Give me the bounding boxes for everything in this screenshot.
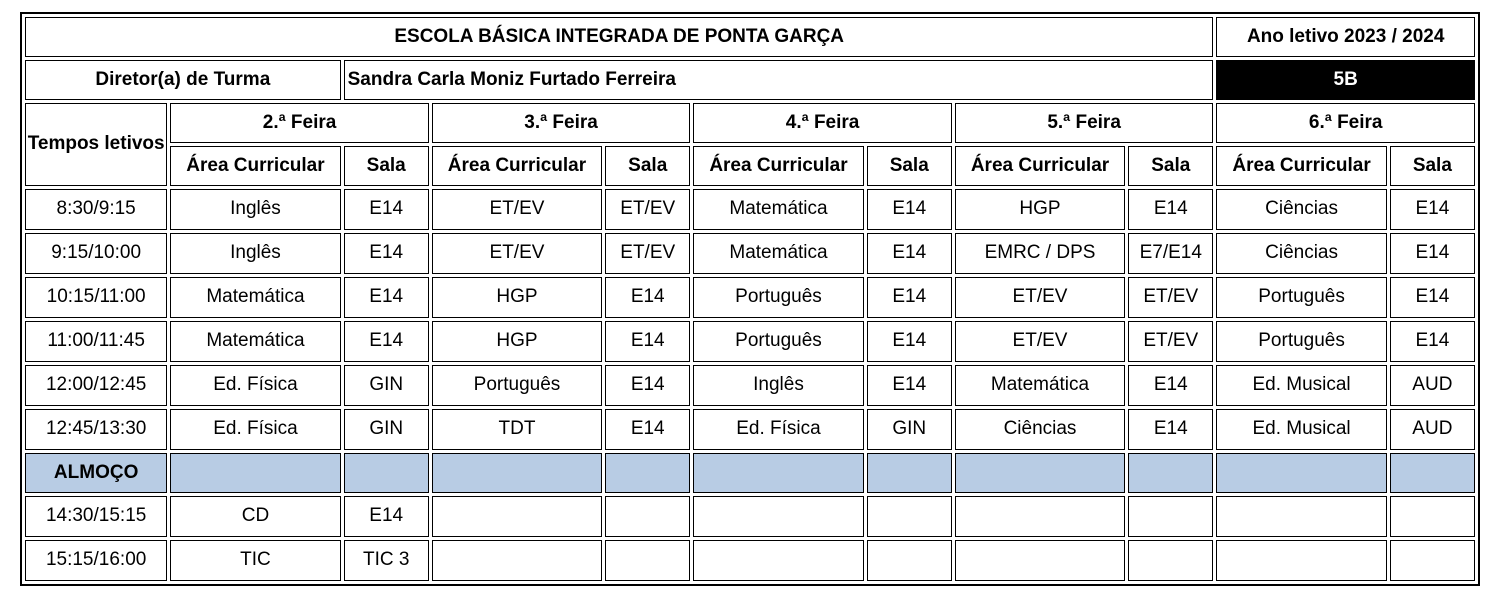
room-cell [1390,496,1475,537]
subject-cell [1216,496,1386,537]
room-cell: E14 [344,321,429,362]
room-cell [1128,540,1213,581]
room-cell [605,540,690,581]
subject-cell: Matemática [693,189,863,230]
subject-cell [170,453,340,493]
subject-cell [693,540,863,581]
room-column-header: Sala [1390,146,1475,186]
subject-cell: ET/EV [432,189,602,230]
room-cell: ET/EV [605,233,690,274]
room-cell: E14 [867,233,952,274]
class-schedule-table [20,12,1480,586]
subject-cell [955,540,1125,581]
room-cell: E14 [867,365,952,406]
room-cell: E14 [867,321,952,362]
subject-cell: Português [1216,321,1386,362]
room-cell: E14 [344,496,429,537]
subject-cell: HGP [432,277,602,318]
time-slot: 12:45/13:30 [25,409,167,450]
room-cell [867,496,952,537]
room-cell: E14 [1390,277,1475,318]
table-row [25,321,1475,362]
room-cell: E14 [1390,321,1475,362]
subject-cell: EMRC / DPS [955,233,1125,274]
subject-cell [955,496,1125,537]
room-cell: E14 [605,365,690,406]
subject-cell: Ciências [1216,189,1386,230]
periods-label: Tempos letivos [25,103,167,186]
table-row [25,277,1475,318]
subject-cell: Ciências [955,409,1125,450]
subject-cell: Matemática [170,321,340,362]
subject-cell: Ed. Musical [1216,365,1386,406]
room-cell: ET/EV [605,189,690,230]
day-header: 3.ª Feira [432,103,691,143]
subject-cell: Inglês [170,189,340,230]
subject-cell: Português [1216,277,1386,318]
subject-cell [1216,453,1386,493]
column-header-row [25,146,1475,186]
time-slot: 8:30/9:15 [25,189,167,230]
day-header: 2.ª Feira [170,103,429,143]
subject-cell: ET/EV [955,277,1125,318]
class-name: 5B [1216,60,1475,100]
subject-cell: Ciências [1216,233,1386,274]
subject-cell: HGP [432,321,602,362]
subject-cell: Matemática [955,365,1125,406]
table-row [25,540,1475,581]
room-column-header: Sala [1128,146,1213,186]
room-cell: E14 [605,409,690,450]
director-row [25,60,1475,100]
subject-column-header: Área Curricular [170,146,340,186]
day-header: 5.ª Feira [955,103,1214,143]
subject-column-header: Área Curricular [432,146,602,186]
lunch-label: ALMOÇO [25,453,167,493]
day-header: 6.ª Feira [1216,103,1475,143]
table-row [25,409,1475,450]
time-slot: 10:15/11:00 [25,277,167,318]
room-cell: E14 [344,189,429,230]
subject-cell: CD [170,496,340,537]
subject-column-header: Área Curricular [693,146,863,186]
room-cell [1128,496,1213,537]
time-slot: 11:00/11:45 [25,321,167,362]
subject-cell: ET/EV [432,233,602,274]
day-header: 4.ª Feira [693,103,952,143]
lunch-row [25,453,1475,493]
subject-cell [1216,540,1386,581]
director-name: Sandra Carla Moniz Furtado Ferreira [344,60,1214,100]
school-name: ESCOLA BÁSICA INTEGRADA DE PONTA GARÇA [25,17,1213,57]
room-cell: E14 [1128,409,1213,450]
room-cell [344,453,429,493]
time-slot: 12:00/12:45 [25,365,167,406]
room-cell: TIC 3 [344,540,429,581]
subject-cell [693,453,863,493]
room-cell: E14 [605,277,690,318]
subject-cell: HGP [955,189,1125,230]
subject-cell [432,453,602,493]
subject-column-header: Área Curricular [955,146,1125,186]
subject-cell: ET/EV [955,321,1125,362]
table-row [25,365,1475,406]
room-cell: E14 [1128,365,1213,406]
time-slot: 14:30/15:15 [25,496,167,537]
room-cell: GIN [344,365,429,406]
room-column-header: Sala [344,146,429,186]
subject-cell: Ed. Física [693,409,863,450]
room-cell: E14 [1390,233,1475,274]
table-row [25,496,1475,537]
room-cell [867,453,952,493]
school-year: Ano letivo 2023 / 2024 [1216,17,1475,57]
subject-cell: Inglês [170,233,340,274]
director-label: Diretor(a) de Turma [25,60,341,100]
day-header-row [25,103,1475,143]
subject-cell: Ed. Física [170,365,340,406]
room-cell [1390,540,1475,581]
time-slot: 9:15/10:00 [25,233,167,274]
subject-cell: Português [693,321,863,362]
subject-cell: Ed. Física [170,409,340,450]
room-cell [1128,453,1213,493]
room-cell: E14 [1390,189,1475,230]
room-column-header: Sala [605,146,690,186]
subject-cell: TDT [432,409,602,450]
room-column-header: Sala [867,146,952,186]
title-row [25,17,1475,57]
time-slot: 15:15/16:00 [25,540,167,581]
subject-column-header: Área Curricular [1216,146,1386,186]
room-cell [605,453,690,493]
subject-cell: Português [432,365,602,406]
room-cell: GIN [867,409,952,450]
room-cell: ET/EV [1128,277,1213,318]
schedule-body [25,17,1475,581]
subject-cell [693,496,863,537]
room-cell: E14 [344,233,429,274]
subject-cell: Matemática [170,277,340,318]
room-cell [1390,453,1475,493]
room-cell: E14 [867,277,952,318]
subject-cell [955,453,1125,493]
room-cell [867,540,952,581]
table-row [25,233,1475,274]
room-cell: ET/EV [1128,321,1213,362]
subject-cell: Ed. Musical [1216,409,1386,450]
room-cell: GIN [344,409,429,450]
subject-cell [432,540,602,581]
room-cell: E14 [867,189,952,230]
room-cell: E14 [344,277,429,318]
subject-cell: Matemática [693,233,863,274]
room-cell: E7/E14 [1128,233,1213,274]
subject-cell [432,496,602,537]
room-cell: E14 [605,321,690,362]
subject-cell: Inglês [693,365,863,406]
room-cell [605,496,690,537]
room-cell: AUD [1390,409,1475,450]
subject-cell: Português [693,277,863,318]
room-cell: E14 [1128,189,1213,230]
subject-cell: TIC [170,540,340,581]
room-cell: AUD [1390,365,1475,406]
table-row [25,189,1475,230]
